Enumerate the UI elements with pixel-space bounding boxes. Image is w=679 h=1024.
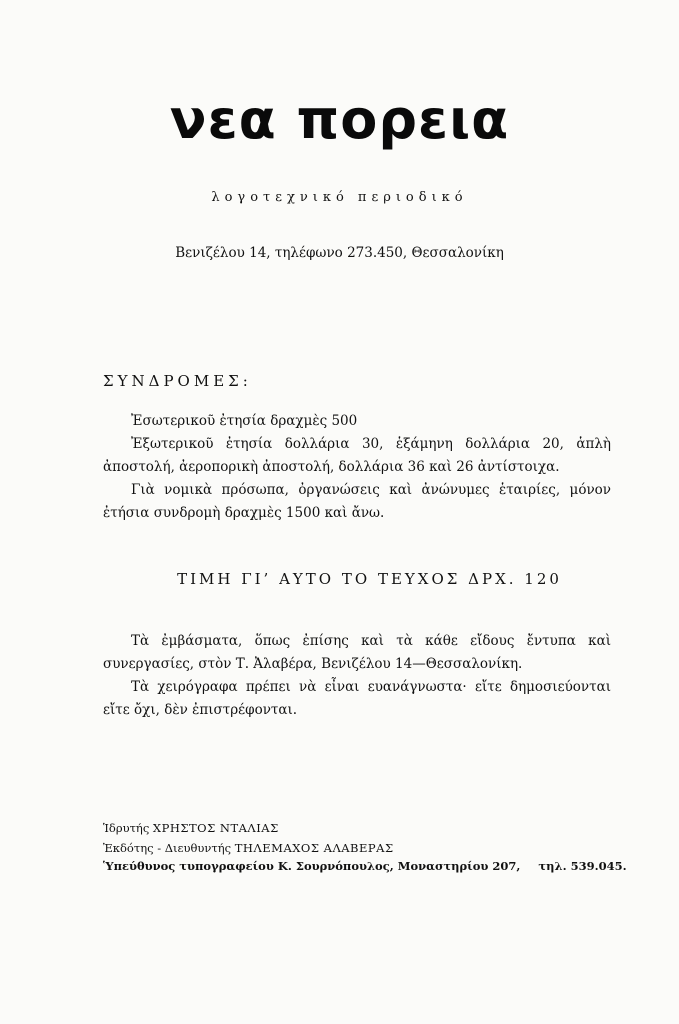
magazine-address: Βενιζέλου 14, τηλέφωνο 273.450, Θεσσαλονίκη xyxy=(175,245,504,261)
magazine-subtitle: λογοτεχνικό περιοδικό xyxy=(211,190,468,205)
subscription-domestic: Ἐσωτερικοῦ ἐτησία δραχμὲς 500 xyxy=(131,413,358,429)
note-remittances: Τὰ ἐμβάσματα, ὅπως ἐπίσης καὶ τὰ κάθε εἴδους ἔντυπα καὶ συνεργασίες, στὸν Τ. Ἀλαβέρα, Βενιζέλου 14—Θεσσαλονίκη. xyxy=(103,633,611,672)
note-manuscripts: Τὰ χειρόγραφα πρέπει νὰ εἶναι ευανάγνωστα· εἴτε δημοσιεύονται εἴτε ὄχι, δὲν ἐπιστρέφονται. xyxy=(103,679,611,718)
issue-price: ΤΙΜΗ ΓΙ’ ΑΥΤΟ ΤΟ ΤΕΥΧΟΣ ΔΡΧ. 120 xyxy=(177,570,562,588)
credit-printer xyxy=(103,856,633,876)
publisher-name: ΤΗΛΕΜΑΧΟΣ ΑΛΑΒΕΡΑΣ xyxy=(234,841,394,855)
subscription-foreign: Ἐξωτερικοῦ ἐτησία δολλάρια 30, ἑξάμηνη δολλάρια 20, ἁπλὴ ἀποστολή, ἀεροπορικὴ ἀποστολή, δολλάρια 36 καὶ 26 ἀντίστοιχα. xyxy=(103,436,611,475)
magazine-title: νεα πορεια xyxy=(169,88,510,151)
printer-name: Κ. Σουρνόπουλος, Μοναστηρίου 207, xyxy=(277,859,521,873)
subscription-legal-entities: Γιὰ νομικὰ πρόσωπα, ὀργανώσεις καὶ ἀνώνυμες ἑταιρίες, μόνον ἐτήσια συνδρομὴ δραχμὲς 1500 καὶ ἄνω. xyxy=(103,482,611,521)
subscriptions-heading: ΣΥΝΔΡΟΜΕΣ: xyxy=(103,372,252,390)
printer-label: Ὑπεύθυνος τυπογραφείου xyxy=(103,859,274,873)
printer-phone: τηλ. 539.045. xyxy=(538,859,627,873)
founder-name: ΧΡΗΣΤΟΣ ΝΤΑΛΙΑΣ xyxy=(152,821,279,835)
credit-publisher xyxy=(103,838,633,858)
founder-label: Ἱδρυτής xyxy=(103,821,150,835)
publisher-label: Ἐκδότης - Διευθυντής xyxy=(103,841,232,855)
credit-founder xyxy=(103,818,633,838)
